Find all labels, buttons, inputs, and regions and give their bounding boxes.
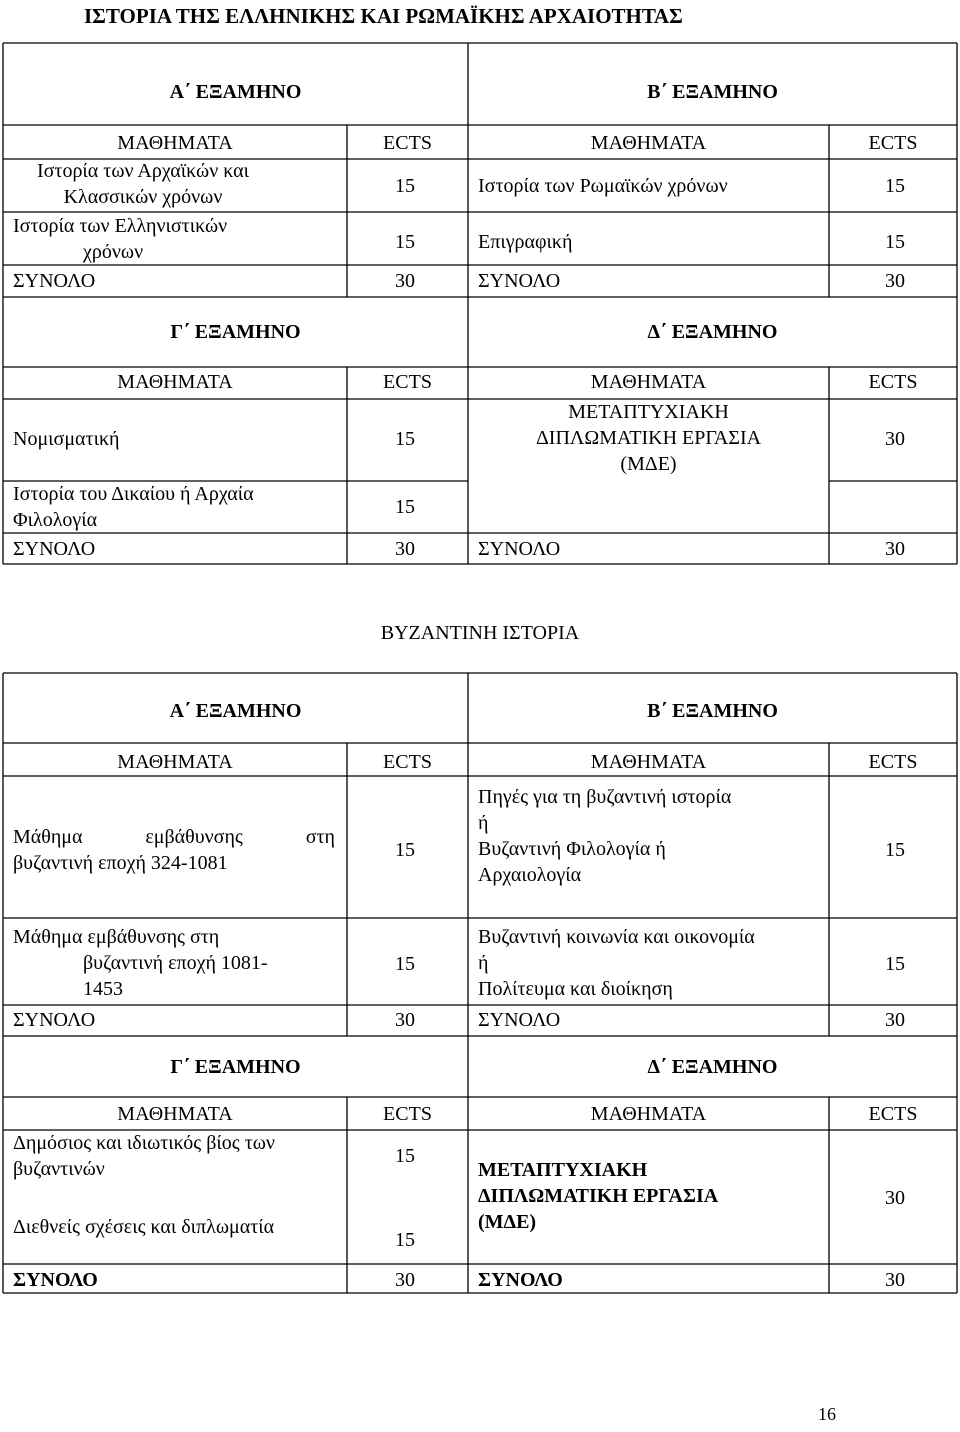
ects-value: 15 <box>395 231 415 253</box>
course-name: Βυζαντινή κοινωνία και οικονομία ή Πολίτευμα και διοίκηση <box>478 926 755 1000</box>
course-name: Διεθνείς σχέσεις και διπλωματία <box>13 1216 275 1238</box>
ects-column-header: ECTS <box>383 132 432 154</box>
courses-column-header: ΜΑΘΗΜΑΤΑ <box>590 1103 707 1125</box>
ects-column-header: ECTS <box>383 751 432 773</box>
ects-value: 15 <box>885 231 905 253</box>
ects-column-header: ECTS <box>868 132 918 154</box>
courses-column-header: ΜΑΘΗΜΑΤΑ <box>590 751 707 773</box>
course-name: Επιγραφική <box>478 231 573 253</box>
course-name: βυζαντινή εποχή 324-1081 <box>13 852 228 874</box>
total-label: ΣΥΝΟΛΟ <box>478 538 561 560</box>
thesis-title: ΜΕΤΑΠΤΥΧΙΑΚΗ ΔΙΠΛΩΜΑΤΙΚΗ ΕΡΓΑΣΙΑ (ΜΔΕ) <box>535 401 762 475</box>
ects-column-header: ECTS <box>383 371 432 393</box>
total-label: ΣΥΝΟΛΟ <box>13 270 96 292</box>
semester-d-header: Δ΄ ΕΞΑΜΗΝΟ <box>647 321 778 343</box>
total-value: 30 <box>885 270 905 292</box>
ects-value: 15 <box>395 175 415 197</box>
total-label: ΣΥΝΟΛΟ <box>478 270 561 292</box>
ects-value: 30 <box>885 428 905 450</box>
semester-b-header: Β΄ ΕΞΑΜΗΝΟ <box>647 700 778 722</box>
ects-column-header: ECTS <box>868 1103 918 1125</box>
ects-value: 15 <box>395 839 415 861</box>
courses-column-header: ΜΑΘΗΜΑΤΑ <box>117 132 233 154</box>
semester-c-header: Γ΄ ΕΞΑΜΗΝΟ <box>170 321 301 343</box>
thesis-title: ΜΕΤΑΠΤΥΧΙΑΚΗ ΔΙΠΛΩΜΑΤΙΚΗ ΕΡΓΑΣΙΑ (ΜΔΕ) <box>478 1159 719 1233</box>
ects-value: 15 <box>885 953 905 975</box>
ects-value: 15 <box>885 839 905 861</box>
course-name: Ιστορία των Αρχαϊκών και Κλασσικών χρόνων <box>36 160 250 208</box>
total-value: 30 <box>395 270 415 292</box>
semester-c-header: Γ΄ ΕΞΑΜΗΝΟ <box>170 1056 301 1078</box>
courses-column-header: ΜΑΘΗΜΑΤΑ <box>117 1103 233 1125</box>
total-value: 30 <box>885 1269 905 1291</box>
ects-value: 15 <box>395 953 415 975</box>
ects-value: 15 <box>395 1145 415 1167</box>
courses-column-header: ΜΑΘΗΜΑΤΑ <box>117 371 233 393</box>
total-value: 30 <box>885 1009 905 1031</box>
total-label: ΣΥΝΟΛΟ <box>478 1269 563 1291</box>
total-value: 30 <box>395 1269 415 1291</box>
total-label: ΣΥΝΟΛΟ <box>13 538 96 560</box>
course-name: Μάθημα εμβάθυνσης στη βυζαντινή εποχή 1081- 1453 <box>13 926 268 1000</box>
course-name: Δημόσιος και ιδιωτικός βίος των βυζαντινών <box>13 1132 275 1180</box>
page-title: ΙΣΤΟΡΙΑ ΤΗΣ ΕΛΛΗΝΙΚΗΣ ΚΑΙ ΡΩΜΑΪΚΗΣ ΑΡΧΑΙΟΤΗΤΑΣ <box>84 4 683 28</box>
total-label: ΣΥΝΟΛΟ <box>478 1009 561 1031</box>
ects-column-header: ECTS <box>383 1103 432 1125</box>
course-name: Πηγές για τη βυζαντινή ιστορία ή Βυζαντινή Φιλολογία ή Αρχαιολογία <box>478 786 732 886</box>
ects-value: 15 <box>885 175 905 197</box>
ects-value: 15 <box>395 496 415 518</box>
ects-value: 15 <box>395 428 415 450</box>
ects-value: 30 <box>885 1187 905 1209</box>
ects-value: 15 <box>395 1229 415 1251</box>
total-value: 30 <box>395 538 415 560</box>
courses-column-header: ΜΑΘΗΜΑΤΑ <box>590 371 707 393</box>
total-value: 30 <box>885 538 905 560</box>
total-label: ΣΥΝΟΛΟ <box>13 1009 96 1031</box>
semester-a-header: Α΄ ΕΞΑΜΗΝΟ <box>169 700 302 722</box>
course-name: Ιστορία των Ελληνιστικών χρόνων <box>13 215 228 263</box>
course-name: Νομισματική <box>13 428 120 450</box>
semester-a-header: Α΄ ΕΞΑΜΗΝΟ <box>169 81 302 103</box>
course-name-justified: Μάθημα εμβάθυνσης στη <box>13 826 335 848</box>
total-label: ΣΥΝΟΛΟ <box>13 1269 98 1291</box>
page-number: 16 <box>818 1404 836 1424</box>
ects-column-header: ECTS <box>868 371 918 393</box>
courses-column-header: ΜΑΘΗΜΑΤΑ <box>117 751 233 773</box>
section-title: ΒΥΖΑΝΤΙΝΗ ΙΣΤΟΡΙΑ <box>380 622 580 644</box>
ects-column-header: ECTS <box>868 751 918 773</box>
total-value: 30 <box>395 1009 415 1031</box>
semester-b-header: Β΄ ΕΞΑΜΗΝΟ <box>647 81 778 103</box>
course-name: Ιστορία του Δικαίου ή Αρχαία Φιλολογία <box>13 483 254 531</box>
semester-d-header: Δ΄ ΕΞΑΜΗΝΟ <box>647 1056 778 1078</box>
course-name: Ιστορία των Ρωμαϊκών χρόνων <box>478 175 728 197</box>
courses-column-header: ΜΑΘΗΜΑΤΑ <box>590 132 707 154</box>
